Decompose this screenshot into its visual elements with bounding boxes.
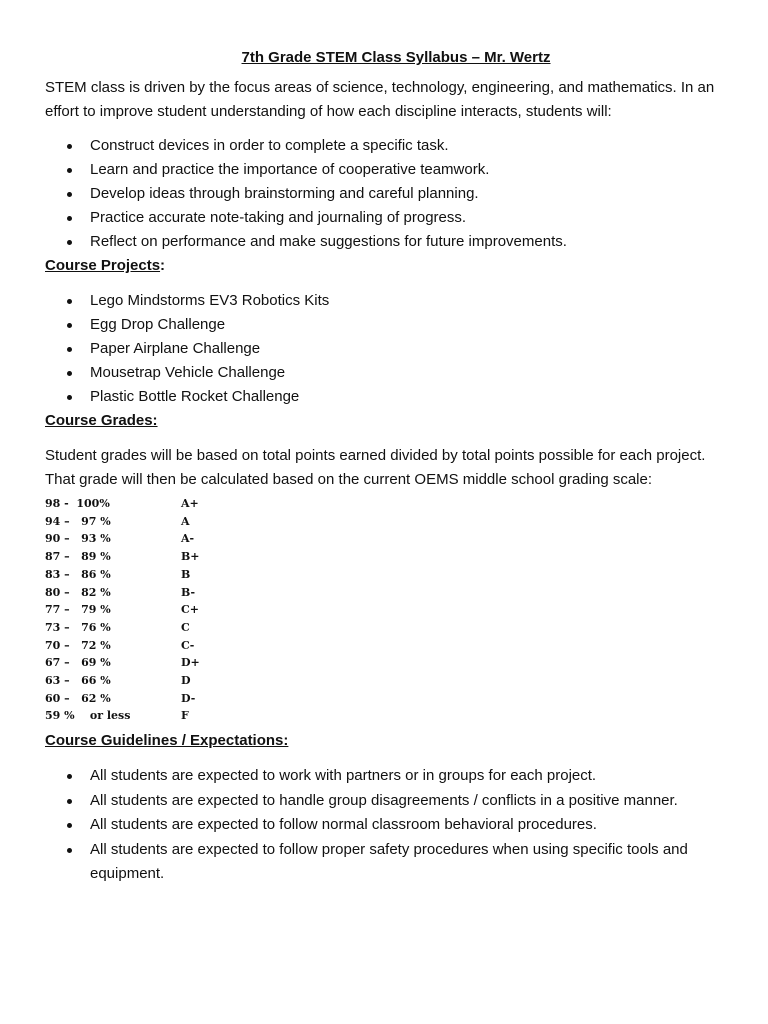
bullet-icon	[67, 192, 72, 197]
scale-range: 77 – 79 %	[45, 603, 111, 617]
scale-row	[45, 601, 735, 619]
scale-range: 90 – 93 %	[45, 532, 111, 546]
projects-heading	[45, 254, 735, 278]
goal-text: Construct devices in order to complete a specific task.	[90, 137, 449, 154]
document-title: 7th Grade STEM Class Syllabus – Mr. Wertz	[241, 49, 551, 66]
guideline-text: All students are expected to handle group disagreements / conflicts in a positive manner.	[90, 791, 678, 809]
list-item	[45, 206, 735, 230]
guideline-text: All students are expected to follow proper safety procedures when using specific tools and equipment.	[90, 840, 688, 883]
bullet-icon	[67, 347, 72, 352]
grades-paragraph: Student grades will be based on total points earned divided by total points possible for each project. That grade will then be calculated based on the current OEMS middle school grading scale:	[45, 447, 706, 488]
list-item	[45, 838, 735, 887]
bullet-icon	[67, 371, 72, 376]
projects-heading-colon: :	[160, 257, 166, 274]
list-item	[45, 289, 735, 313]
scale-grade: C	[181, 620, 190, 634]
scale-row	[45, 513, 735, 531]
scale-range: 73 – 76 %	[45, 620, 111, 634]
bullet-icon	[67, 774, 72, 779]
bullet-icon	[67, 144, 72, 149]
bullet-icon	[67, 216, 72, 221]
bullet-icon	[67, 299, 72, 304]
scale-range: 60 – 62 %	[45, 691, 111, 705]
scale-row	[45, 495, 735, 513]
scale-grade: C+	[181, 603, 199, 617]
bullet-icon	[67, 395, 72, 400]
scale-row	[45, 672, 735, 690]
bullet-icon	[67, 240, 72, 245]
project-text: Plastic Bottle Rocket Challenge	[90, 388, 300, 405]
scale-grade: B-	[181, 585, 196, 599]
scale-row	[45, 707, 735, 725]
goal-text: Reflect on performance and make suggestions for future improvements.	[90, 233, 567, 250]
scale-range: 98 - 100%	[45, 497, 110, 510]
scale-grade: D+	[181, 656, 200, 670]
project-text: Lego Mindstorms EV3 Robotics Kits	[90, 292, 330, 309]
scale-range: 67 – 69 %	[45, 656, 111, 670]
list-item	[45, 789, 735, 814]
guidelines-list	[45, 764, 735, 887]
scale-row	[45, 566, 735, 584]
scale-row	[45, 654, 735, 672]
scale-row	[45, 637, 735, 655]
bullet-icon	[67, 823, 72, 828]
scale-range: 94 – 97 %	[45, 514, 111, 528]
scale-grade: B	[181, 567, 191, 581]
guideline-text: All students are expected to follow normal classroom behavioral procedures.	[90, 816, 597, 834]
scale-range: 80 – 82 %	[45, 585, 111, 599]
bullet-icon	[67, 848, 72, 853]
list-item	[45, 313, 735, 337]
bullet-icon	[67, 168, 72, 173]
scale-range: 59 % or less	[45, 709, 131, 723]
projects-list	[45, 289, 735, 409]
scale-range: 70 – 72 %	[45, 638, 111, 652]
syllabus-document	[45, 46, 735, 887]
scale-row	[45, 584, 735, 602]
scale-range: 83 – 86 %	[45, 567, 111, 581]
list-item	[45, 385, 735, 409]
grading-scale	[45, 495, 735, 725]
goal-text: Learn and practice the importance of cooperative teamwork.	[90, 161, 490, 178]
scale-range: 63 – 66 %	[45, 674, 111, 688]
scale-grade: A-	[181, 532, 195, 546]
grades-heading-text: Course Grades:	[45, 412, 158, 429]
list-item	[45, 764, 735, 789]
list-item	[45, 361, 735, 385]
scale-row	[45, 548, 735, 566]
list-item	[45, 182, 735, 206]
scale-grade: A	[181, 514, 190, 528]
scale-grade: D-	[181, 691, 196, 705]
grades-heading	[45, 409, 735, 433]
goal-text: Develop ideas through brainstorming and careful planning.	[90, 185, 479, 202]
scale-grade: D	[181, 674, 191, 688]
scale-grade: F	[181, 709, 189, 723]
guideline-text: All students are expected to work with partners or in groups for each project.	[90, 767, 597, 785]
list-item	[45, 337, 735, 361]
project-text: Mousetrap Vehicle Challenge	[90, 364, 286, 381]
project-text: Paper Airplane Challenge	[90, 340, 261, 357]
scale-row	[45, 530, 735, 548]
scale-range: 87 – 89 %	[45, 550, 111, 564]
list-item	[45, 813, 735, 838]
scale-grade: A+	[181, 497, 199, 510]
intro-paragraph: STEM class is driven by the focus areas of science, technology, engineering, and mathematics. In an effort to improve student understanding of how each discipline interacts, students will:	[45, 79, 715, 120]
list-item	[45, 158, 735, 182]
scale-grade: C-	[181, 638, 195, 652]
guidelines-heading-text: Course Guidelines / Expectations:	[45, 732, 289, 750]
scale-row	[45, 619, 735, 637]
goals-list	[45, 134, 735, 254]
projects-heading-text: Course Projects	[45, 257, 161, 274]
goal-text: Practice accurate note-taking and journaling of progress.	[90, 209, 467, 226]
project-text: Egg Drop Challenge	[90, 316, 226, 333]
bullet-icon	[67, 799, 72, 804]
guidelines-heading	[45, 729, 735, 753]
list-item	[45, 230, 735, 254]
list-item	[45, 134, 735, 158]
scale-row	[45, 690, 735, 708]
bullet-icon	[67, 323, 72, 328]
scale-grade: B+	[181, 550, 200, 564]
